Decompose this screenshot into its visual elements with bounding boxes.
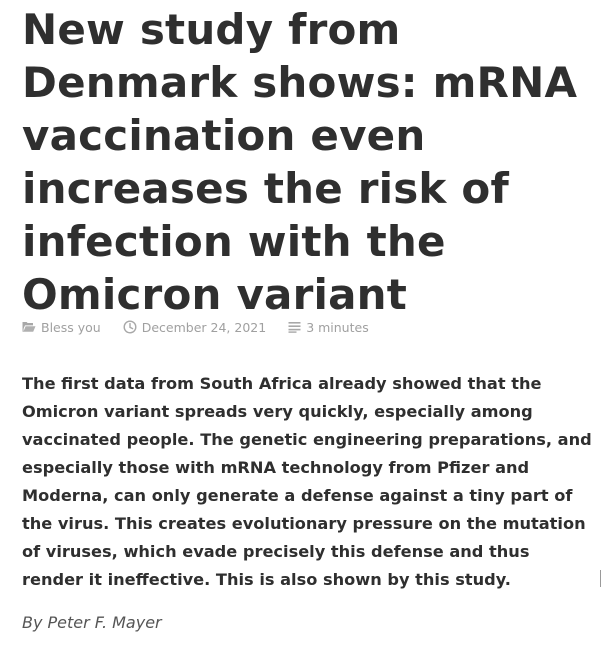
text-lines-icon bbox=[288, 321, 301, 333]
article-title: New study from Denmark shows: mRNA vaccination even increases the risk of infection with the Omicron variant bbox=[22, 5, 578, 319]
byline: By Peter F. Mayer bbox=[22, 613, 162, 632]
reading-time: 3 minutes bbox=[306, 319, 369, 335]
meta-category[interactable] bbox=[22, 320, 101, 335]
meta-date bbox=[123, 320, 266, 335]
folder-icon bbox=[22, 321, 36, 333]
post-meta bbox=[22, 318, 391, 336]
meta-reading-time bbox=[288, 320, 369, 335]
clock-icon bbox=[123, 320, 137, 334]
edge-divider bbox=[600, 570, 601, 587]
lead-paragraph: The first data from South Africa already showed that the Omicron variant spreads very quickly, especially among vaccinated people. The genetic engineering preparations, and especially those with mRNA technology from Pfizer and Moderna, can only generate a defense against a tiny part of the virus. This creates evolutionary pressure on the mutation of viruses, which evade precisely this defense and thus render it ineffective. This is also shown by this study. bbox=[22, 374, 592, 589]
post-date: December 24, 2021 bbox=[141, 319, 267, 335]
category-link[interactable]: Bless you bbox=[41, 319, 101, 335]
